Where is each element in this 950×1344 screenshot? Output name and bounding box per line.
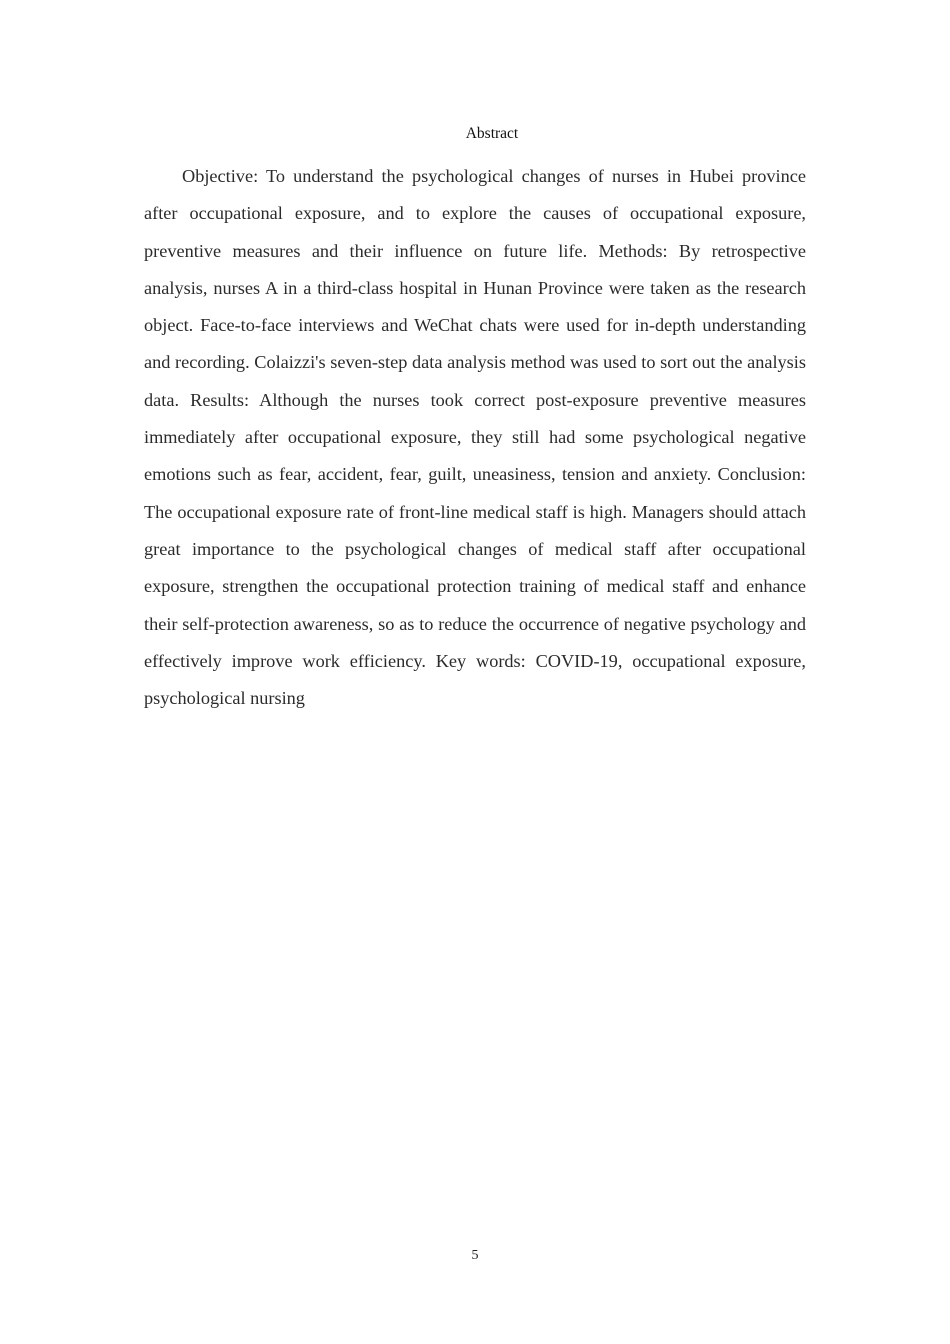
abstract-heading: Abstract (465, 125, 519, 142)
abstract-paragraph: Objective: To understand the psychological changes of nurses in Hubei province after occupational exposure, and to explore the causes of occupational exposure, preventive measures and their influence on future life. Methods: By retrospective analysis, nurses A in a third-class hospital in Hunan Province were taken as the research object. Face-to-face interviews and WeChat chats were used for in-depth understanding and recording. Colaizzi's seven-step data analysis method was used to sort out the analysis data. Results: Although the nurses took correct post-exposure preventive measures immediately after occupational exposure, they still had some psychological negative emotions such as fear, accident, fear, guilt, uneasiness, tension and anxiety. Conclusion: The occupational exposure rate of front-line medical staff is high. Managers should attach great importance to the psychological changes of medical staff after occupational exposure, strengthen the occupational protection training of medical staff and enhance their self-protection awareness, so as to reduce the occurrence of negative psychology and effectively improve work efficiency. Key words: COVID-19, occupational exposure, psychological nursing (144, 166, 806, 709)
page-number: 5 (471, 1248, 479, 1263)
